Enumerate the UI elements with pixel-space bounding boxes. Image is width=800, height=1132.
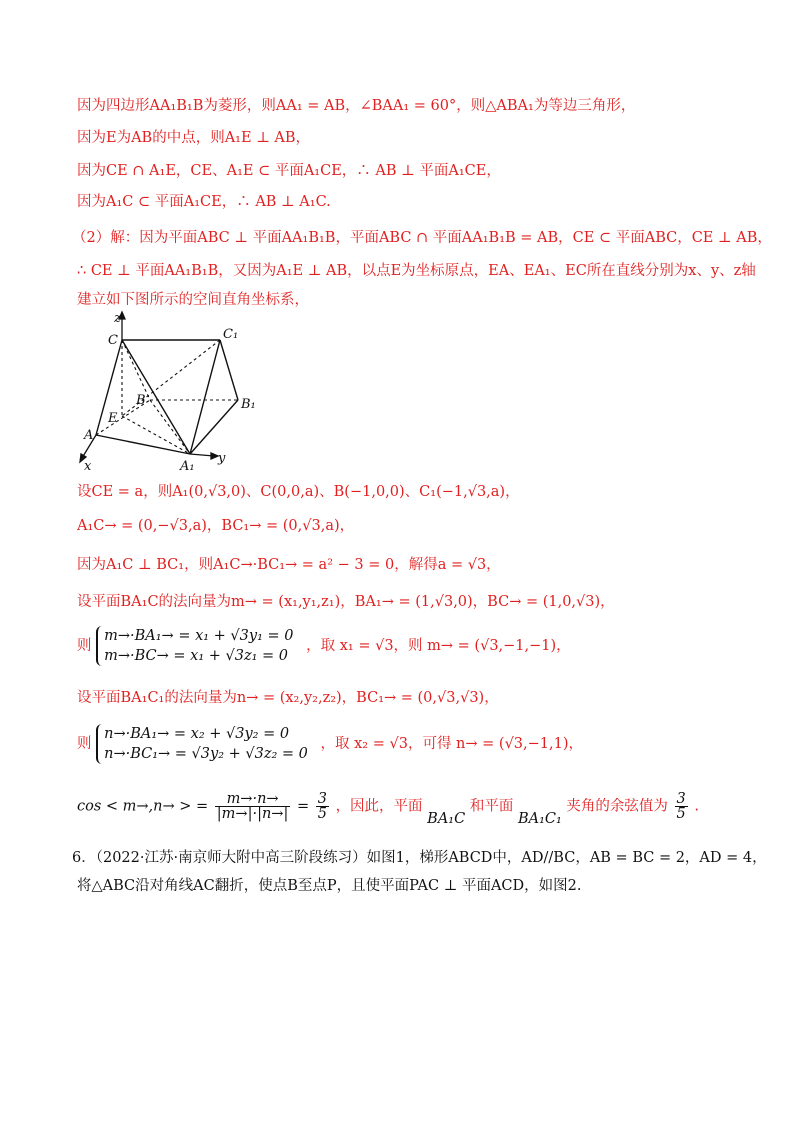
label-c: C: [108, 333, 118, 348]
edge-c1-b1: [220, 340, 238, 400]
system-1-brace: [96, 626, 293, 666]
label-e: E: [108, 411, 118, 426]
dashed-b-a1: [150, 400, 190, 454]
system-2-tail: ，取 x₂ = √3，可得 n→ = (√3,−1,1)，: [320, 736, 584, 752]
cos-value-fraction: [316, 792, 329, 821]
dashed-c-b: [122, 340, 150, 400]
label-c1: C₁: [223, 327, 239, 342]
text-line-9: A₁C→ = (0,−√3,a)，BC₁→ = (0,√3,a)，: [77, 518, 355, 534]
plane-1: BA₁C: [427, 810, 466, 827]
label-a: A: [84, 428, 94, 443]
coordinate-figure: [70, 308, 290, 473]
label-z: z: [114, 311, 121, 326]
system-2-brace: [96, 724, 308, 764]
cos-conclusion: 夹角的余弦值为: [566, 798, 668, 815]
edge-a-a1: [96, 435, 190, 454]
system-1-prefix: 则: [77, 638, 92, 654]
cos-line: [77, 791, 699, 827]
cos-and: 和平面: [469, 798, 514, 815]
edge-c-a1: [122, 340, 190, 454]
system-1-tail: ，取 x₁ = √3，则 m→ = (√3,−1,−1)，: [306, 638, 571, 654]
label-a1: A₁: [180, 459, 195, 473]
label-x: x: [84, 459, 92, 473]
cos-denominator: |m→|·|n→|: [216, 806, 289, 822]
cos-value-den: 5: [317, 806, 327, 822]
system-2: [77, 724, 583, 764]
system-1-eq1: m→·BA₁→ = x₁ + √3y₁ = 0: [104, 628, 294, 644]
text-line-4: 因为A₁C ⊂ 平面A₁CE，∴ AB ⊥ A₁C.: [77, 194, 331, 210]
text-line-5: （2）解：因为平面ABC ⊥ 平面AA₁B₁B，平面ABC ∩ 平面AA₁B₁B = AB，CE ⊂ 平面ABC，CE ⊥ AB，: [72, 230, 772, 246]
text-line-8: 设CE = a，则A₁(0,√3,0)、C(0,0,a)、B(−1,0,0)、C₁(−1,√3,a)，: [77, 484, 520, 500]
y-arrow: [211, 453, 218, 459]
answer-num: 3: [676, 791, 686, 807]
system-2-eq2: n→·BC₁→ = √3y₂ + √3z₂ = 0: [104, 746, 308, 762]
answer-fraction: [675, 792, 688, 821]
label-y: y: [218, 451, 226, 466]
system-1: [77, 626, 571, 666]
text-line-11: 设平面BA₁C的法向量为m→ = (x₁,y₁,z₁)，BA₁→ = (1,√3,0)，BC→ = (1,0,√3)，: [77, 594, 615, 610]
problem-6-line-2: 将△ABC沿对角线AC翻折，使点B至点P，且使平面PAC ⊥ 平面ACD，如图2.: [77, 878, 582, 894]
text-line-3: 因为CE ∩ A₁E，CE、A₁E ⊂ 平面A₁CE，∴ AB ⊥ 平面A₁CE，: [77, 163, 501, 179]
text-line-10: 因为A₁C ⊥ BC₁，则A₁C→·BC₁→ = a² − 3 = 0，解得a = √3，: [77, 557, 501, 573]
system-1-eq2: m→·BC→ = x₁ + √3z₁ = 0: [104, 648, 289, 664]
cos-equals: =: [296, 798, 310, 815]
plane-2: BA₁C₁: [517, 810, 562, 827]
cos-period: .: [694, 798, 699, 815]
dashed-e-a1: [122, 416, 190, 454]
text-line-2: 因为E为AB的中点，则A₁E ⊥ AB，: [77, 130, 311, 146]
cos-value-num: 3: [317, 791, 327, 807]
text-line-7: 建立如下图所示的空间直角坐标系，: [77, 292, 309, 308]
problem-6-line-1: 6．（2022·江苏·南京师大附中高三阶段练习）如图1，梯形ABCD中，AD//BC，AB = BC = 2，AD = 4，: [72, 850, 767, 866]
text-line-6: ∴ CE ⊥ 平面AA₁B₁B，又因为A₁E ⊥ AB，以点E为坐标原点，EA、EA₁、EC所在直线分别为x、y、z轴: [77, 263, 756, 279]
system-2-prefix: 则: [77, 736, 92, 752]
label-b: B: [136, 393, 146, 408]
cos-numerator: m→·n→: [215, 792, 291, 807]
cos-therefore: ，因此，平面: [335, 798, 423, 815]
text-line-12: 设平面BA₁C₁的法向量为n→ = (x₂,y₂,z₂)，BC₁→ = (0,√3,√3)，: [77, 690, 499, 706]
cos-fraction: [215, 792, 291, 821]
text-line-1: 因为四边形AA₁B₁B为菱形，则AA₁ = AB，∠BAA₁ = 60°，则△ABA₁为等边三角形，: [77, 98, 636, 114]
cos-label: cos < m→,n→ > =: [77, 798, 209, 815]
label-b1: B₁: [241, 397, 256, 412]
answer-den: 5: [676, 806, 686, 822]
system-2-eq1: n→·BA₁→ = x₂ + √3y₂ = 0: [104, 726, 290, 742]
